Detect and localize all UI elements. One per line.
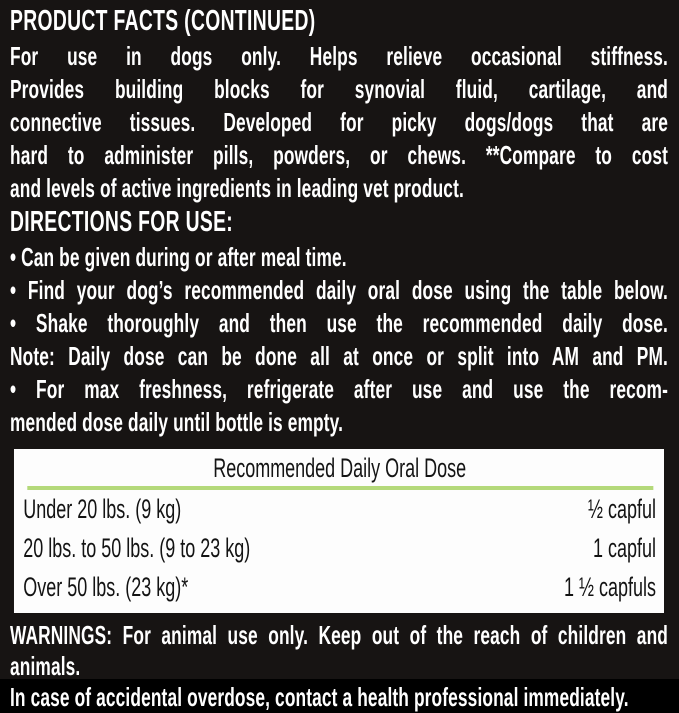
directions-line: • For max freshness, refrigerate after use and use the recom- bbox=[9, 374, 668, 404]
dose-amount: 1 ½ capfuls bbox=[564, 572, 657, 602]
product-facts-title: PRODUCT FACTS (CONTINUED) bbox=[9, 5, 316, 37]
dose-amount: ½ capful bbox=[588, 494, 657, 524]
weight-range: 20 lbs. to 50 lbs. (9 to 23 kg) bbox=[23, 533, 251, 563]
directions-line: Note: Daily dose can be done all at once or split into AM and PM. bbox=[9, 341, 668, 371]
directions-title: DIRECTIONS FOR USE: bbox=[9, 206, 234, 238]
weight-range: Under 20 lbs. (9 kg) bbox=[23, 494, 182, 524]
dose-amount: 1 capful bbox=[593, 533, 657, 563]
directions-line: mended dose daily until bottle is empty. bbox=[9, 407, 344, 437]
table-row bbox=[23, 568, 656, 607]
weight-range: Over 50 lbs. (23 kg)* bbox=[23, 572, 189, 602]
dose-table-title: Recommended Daily Oral Dose bbox=[213, 453, 467, 483]
intro-line: and levels of active ingredients in leading vet product. bbox=[9, 173, 464, 203]
warnings-section bbox=[10, 620, 668, 713]
directions-line: • Can be given during or after meal time. bbox=[9, 242, 347, 272]
warnings-line: In case of accidental overdose, contact a health professional immediately. bbox=[9, 682, 629, 712]
intro-line: Provides building blocks for synovial fluid, cartilage, and bbox=[9, 74, 668, 104]
dose-table bbox=[14, 449, 664, 613]
directions-line: • Shake thoroughly and then use the recommended daily dose. bbox=[9, 308, 668, 338]
directions-line: • Find your dog’s recommended daily oral dose using the table below. bbox=[9, 275, 668, 305]
warnings-line: WARNINGS: For animal use only. Keep out of the reach of children and animals. bbox=[9, 620, 668, 681]
intro-paragraph bbox=[10, 40, 668, 205]
intro-line: For use in dogs only. Helps relieve occasional stiffness. bbox=[9, 41, 668, 71]
table-row bbox=[23, 529, 656, 568]
table-row bbox=[23, 490, 656, 529]
intro-line: hard to administer pills, powders, or chews. **Compare to cost bbox=[9, 140, 668, 170]
directions-list bbox=[10, 241, 668, 439]
intro-line: connective tissues. Developed for picky dogs/dogs that are bbox=[9, 107, 668, 137]
